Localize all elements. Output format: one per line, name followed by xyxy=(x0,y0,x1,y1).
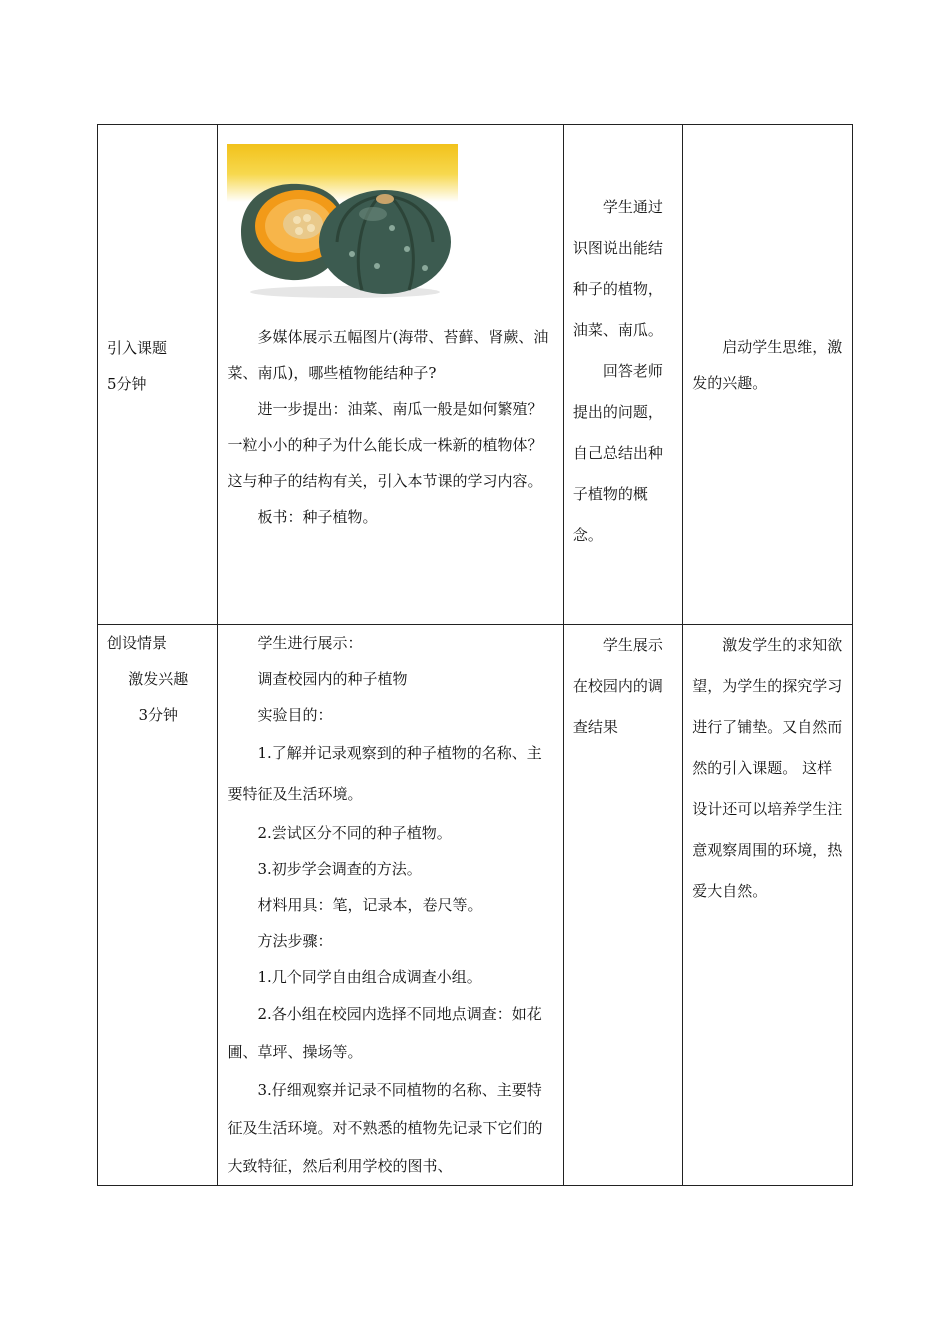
student-activity-cell xyxy=(563,125,682,625)
teacher-paragraph: 板书：种子植物。 xyxy=(257,508,378,526)
teacher-paragraph: 2.各小组在校园内选择不同地点调查：如花圃、草坪、操场等。 xyxy=(227,1005,542,1061)
teacher-paragraph: 调查校园内的种子植物 xyxy=(257,670,408,688)
teacher-paragraph: 材料用具：笔，记录本，卷尺等。 xyxy=(257,896,483,914)
teacher-activity-cell xyxy=(218,125,563,625)
design-intent-cell xyxy=(683,625,853,1186)
stage-subtitle: 激发兴趣 xyxy=(128,670,189,688)
student-paragraph: 学生展示在校园内的调查结果 xyxy=(572,636,663,736)
stage-duration: 3分钟 xyxy=(138,706,178,724)
teacher-paragraph: 方法步骤： xyxy=(257,932,333,950)
stage-cell xyxy=(98,125,218,625)
teacher-paragraph: 2.尝试区分不同的种子植物。 xyxy=(257,824,452,842)
pumpkin-photo xyxy=(227,144,458,298)
teacher-paragraph: 进一步提出：油菜、南瓜一般是如何繁殖？一粒小小的种子为什么能长成一株新的植物体？这与种子的结构有关，引入本节课的学习内容。 xyxy=(227,400,543,490)
stage-title: 创设情景 xyxy=(107,634,168,652)
stage-title: 引入课题 xyxy=(107,339,168,357)
student-activity-cell xyxy=(563,625,682,1186)
stage-cell xyxy=(98,625,218,1186)
teacher-paragraph: 3.仔细观察并记录不同植物的名称、主要特征及生活环境。对不熟悉的植物先记录下它们的大致特征，然后利用学校的图书、 xyxy=(227,1081,543,1175)
teacher-paragraph: 1.了解并记录观察到的种子植物的名称、主要特征及生活环境。 xyxy=(227,744,542,803)
intent-paragraph: 激发学生的求知欲望，为学生的探究学习进行了铺垫。又自然而然的引入课题。 这样设计还可以培养学生注意观察周围的环境，热爱大自然。 xyxy=(692,636,843,900)
teacher-paragraph: 学生进行展示： xyxy=(257,634,363,652)
teacher-paragraph: 多媒体展示五幅图片(海带、苔藓、肾蕨、油菜、南瓜)，哪些植物能结种子? xyxy=(227,328,549,382)
stage-duration: 5分钟 xyxy=(107,375,147,393)
table-row xyxy=(98,625,853,1186)
pumpkin-illustration xyxy=(227,144,458,298)
teacher-paragraph: 3.初步学会调查的方法。 xyxy=(257,860,422,878)
intent-paragraph: 启动学生思维，激发的兴趣。 xyxy=(692,338,843,392)
teacher-activity-cell xyxy=(218,625,563,1186)
lesson-plan-table xyxy=(97,124,853,1186)
student-paragraph: 回答老师提出的问题，自己总结出种子植物的概念。 xyxy=(572,362,663,544)
student-paragraph: 学生通过识图说出能结种子的植物，油菜、南瓜。 xyxy=(572,198,663,339)
teacher-paragraph: 1.几个同学自由组合成调查小组。 xyxy=(257,968,482,986)
teacher-paragraph: 实验目的： xyxy=(257,706,333,724)
table-row xyxy=(98,125,853,625)
design-intent-cell xyxy=(683,125,853,625)
